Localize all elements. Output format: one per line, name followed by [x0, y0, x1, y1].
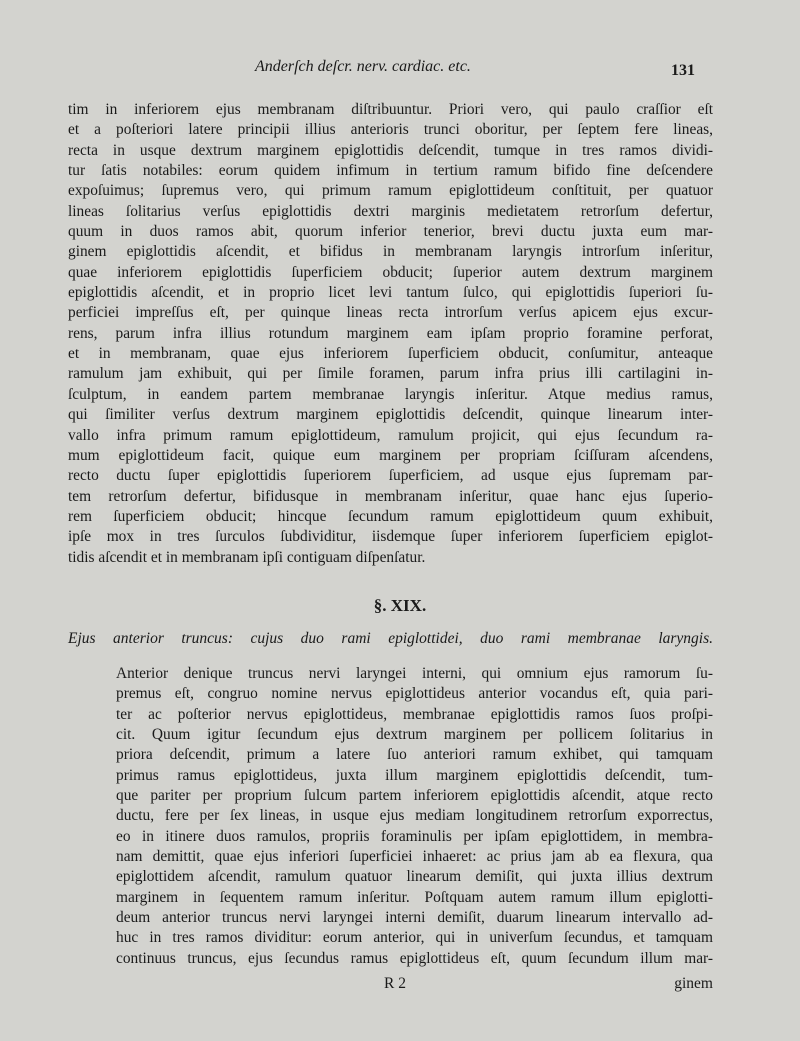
text-line: vallo infra primum ramum epiglottideum, ramulum projicit, qui ejus ſecundum ra-: [68, 426, 713, 444]
text-line: ſculptum, in eandem partem membranae laryngis inſeritur. Atque medius ramus,: [68, 385, 713, 403]
text-line: continuus truncus, ejus ſecundus ramus epiglottideus eſt, quum ſecundum illum mar-: [116, 949, 713, 967]
text-line: huc in tres ramos dividitur: eorum anterior, qui in univerſum ſecundus, et tamquam: [116, 929, 713, 947]
text-line: deum anterior truncus nervi laryngei interni demiſit, duarum linearum intervallo ad-: [116, 909, 713, 927]
section-subtitle: Ejus anterior truncus: cujus duo rami epiglottidei, duo rami membranae laryngis.: [68, 630, 713, 647]
text-line: recta in usque dextrum marginem epiglottidis deſcendit, tumque in tres ramos dividi-: [68, 141, 713, 159]
text-line: quae inferiorem epiglottidis ſuperficiem obducit; ſuperior autem dextrum marginem: [68, 263, 713, 281]
paragraph-1: [68, 100, 713, 568]
text-line: premus eſt, congruo nomine nervus epiglottideus anterior vocandus eſt, quia pari-: [116, 685, 713, 703]
page-number: 131: [671, 62, 695, 79]
page-header: [0, 58, 800, 82]
text-line: ipſe mox in tres ſurculos ſubdividitur, iisdemque ſuper inferiorem ſuperficiem epiglot-: [68, 528, 713, 546]
text-line: ramulum jam exhibuit, qui per ſimile foramen, parum infra prius illi cartilagini in-: [68, 365, 713, 383]
text-line: mum epiglottideum facit, quique eum marginem per propriam ſciſſuram aſcendens,: [68, 446, 713, 464]
text-line: nam demittit, quae ejus inferiori ſuperficiei inhaeret: ac prius jam ab ea flexura, qua: [116, 848, 713, 866]
text-line: rens, parum infra illius rotundum marginem eam ipſam proprio foramine perforat,: [68, 324, 713, 342]
text-line: cit. Quum igitur ſecundum ejus dextrum marginem per pollicem ſolitarius in: [116, 726, 713, 744]
text-line: epiglottidem aſcendit, ramulum quatuor linearum demiſit, qui juxta illius dextrum: [116, 868, 713, 886]
text-line: tidis aſcendit et in membranam ipſi contiguam diſpenſatur.: [68, 548, 426, 566]
text-line: tim in inferiorem ejus membranam diſtribuuntur. Priori vero, qui paulo craſſior eſt: [68, 101, 713, 118]
text-line: priora deſcendit, primum a latere ſuo anteriori ramum exhibet, qui tamquam: [116, 746, 713, 764]
text-line: ter ac poſterior nervus epiglottideus, membranae epiglottidis ramos ſuos proſpi-: [116, 705, 713, 723]
text-line: tem retrorſum defertur, bifidusque in membranam inſeritur, quae hanc ejus ſuperio-: [68, 487, 713, 505]
paragraph-2: [68, 664, 713, 969]
running-title: Anderſch deſcr. nerv. cardiac. etc.: [255, 58, 471, 75]
text-line: epiglottidis aſcendit, et in proprio licet levi tantum ſulco, qui epiglottidis ſuperiori ſu-: [68, 284, 713, 302]
section-heading: §. XIX.: [373, 596, 427, 615]
text-line: et in membranam, quae ejus inferiorem ſuperficiem obducit, conſumitur, anteaque: [68, 345, 713, 363]
text-line: et a poſteriori latere principii illius anterioris trunci oboritur, per ſeptem fere lineas,: [68, 121, 713, 139]
text-line: ductu, fere per ſex lineas, in usque ejus mediam longitudinem retrorſum exporrectus,: [116, 807, 713, 825]
page-footer: [0, 975, 800, 999]
text-line: eo in itinere duos ramulos, propriis foraminulis per ipſam epiglottidem, in membra-: [116, 827, 713, 845]
text-line: qui ſimiliter verſus dextrum marginem epiglottidis deſcendit, quinque linearum inter-: [68, 406, 713, 424]
text-line: ginem epiglottidis aſcendit, et bifidus in membranam laryngis introrſum inſeritur,: [68, 243, 713, 261]
text-line: expoſuimus; ſupremus vero, qui primum ramum epiglottideum conſtituit, per quatuor: [68, 182, 713, 200]
text-line: quum in duos ramos abit, quorum inferior tenerior, brevi ductu juxta eum mar-: [68, 223, 713, 241]
catchword: ginem: [674, 975, 713, 992]
signature-mark: R 2: [384, 975, 406, 992]
text-line: que pariter per proprium ſulcum partem inferiorem epiglottidis aſcendit, atque recto: [116, 787, 713, 805]
text-line: tur ſatis notabiles: eorum quidem infimum in tertium ramum bifido fine deſcendere: [68, 162, 713, 180]
text-line: perficiei impreſſus eſt, per quinque lineas recta introrſum verſus apicem ejus excur-: [68, 304, 713, 322]
text-line: primus ramus epiglottideus, juxta illum marginem epiglottidis deſcendit, tum-: [116, 766, 713, 784]
text-line: Anterior denique truncus nervi laryngei interni, qui omnium ejus ramorum ſu-: [116, 665, 713, 682]
text-line: lineas ſolitarius verſus epiglottidis dextri marginis medietatem retrorſum defertur,: [68, 202, 713, 220]
text-line: rem ſuperficiem obducit; hincque ſecundum ramum epiglottideum quum exhibuit,: [68, 507, 713, 525]
text-line: marginem in ſequentem ramum inſeritur. Poſtquam autem ramum illum epiglotti-: [116, 888, 713, 906]
text-line: recto ductu ſuper epiglottidis ſuperiorem ſuperficiem, ad usque ejus ſupremam par-: [68, 467, 713, 485]
